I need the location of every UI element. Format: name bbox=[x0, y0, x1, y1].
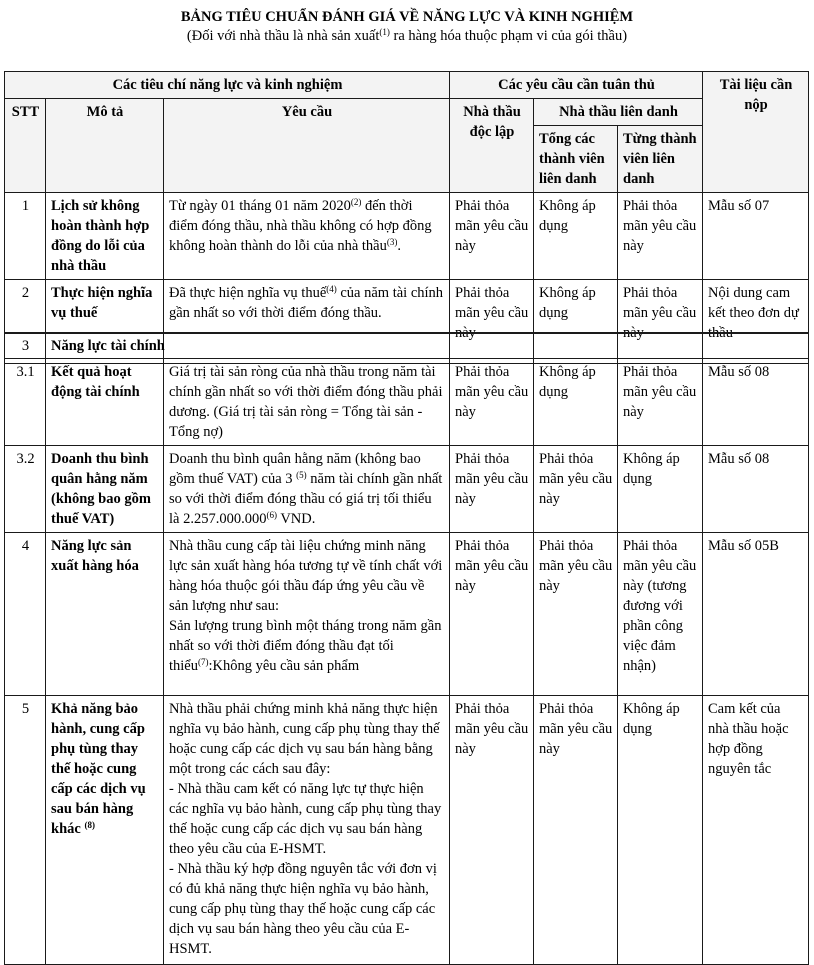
table-row-4 bbox=[5, 533, 809, 696]
req-text: :Không yêu cầu sản phẩm bbox=[208, 658, 360, 674]
row-description: Lịch sử không hoàn thành hợp đồng do lỗi của nhà thầu bbox=[46, 193, 164, 280]
section-title: Năng lực tài chính bbox=[46, 333, 809, 359]
criteria-table-part-2 bbox=[4, 332, 809, 965]
header-criteria-group: Các tiêu chí năng lực và kinh nghiệm bbox=[5, 72, 450, 99]
row-jv-all: Phải thỏa mãn yêu cầu này bbox=[534, 533, 618, 696]
row-documents: Cam kết của nhà thầu hoặc hợp đồng nguyên tắc bbox=[703, 696, 809, 965]
subtitle-text-end: ra hàng hóa thuộc phạm vi của gói thầu) bbox=[389, 28, 628, 44]
header-joint-venture: Nhà thầu liên danh bbox=[534, 99, 703, 126]
row-documents: Mẫu số 08 bbox=[703, 446, 809, 533]
table-row-1 bbox=[5, 193, 809, 280]
row-stt: 2 bbox=[5, 280, 46, 364]
footnote-ref: (6) bbox=[266, 510, 277, 520]
header-description: Mô tả bbox=[46, 99, 164, 193]
row-independent: Phải thỏa mãn yêu cầu này bbox=[450, 696, 534, 965]
row-requirement: Nhà thầu phải chứng minh khả năng thực hiện nghĩa vụ bảo hành, cung cấp phụ tùng thay thế hoặc cung cấp các dịch vụ sau bán hàng bằng một trong các cách sau đây: - Nhà thầu cam kết có năng lực tự thực hiện các nghĩa vụ bảo hành, cung cấp phụ tùng thay thế hoặc cung cấp các dịch vụ sau bán hàng theo yêu cầu của E-HSMT. - Nhà thầu ký hợp đồng nguyên tắc với đơn vị có đủ khả năng thực hiện nghĩa vụ bảo hành, cung cấp phụ tùng thay thế hoặc cung cấp các dịch vụ sau bán hàng theo yêu cầu của E-HSMT. bbox=[164, 696, 450, 965]
table-row-5 bbox=[5, 696, 809, 965]
footnote-ref: (2) bbox=[350, 197, 362, 207]
row-description: Kết quả hoạt động tài chính bbox=[46, 359, 164, 446]
row-jv-each: Không áp dụng bbox=[618, 446, 703, 533]
section-row-financial bbox=[5, 333, 809, 359]
row-jv-all: Không áp dụng bbox=[534, 193, 618, 280]
header-row-2 bbox=[5, 99, 809, 126]
row-stt: 3 bbox=[5, 333, 46, 359]
row-requirement bbox=[164, 533, 450, 696]
header-requirement: Yêu cầu bbox=[164, 99, 450, 193]
req-text: Doanh thu bình quân hằng năm (không bao gồm thuế VAT) của 3 bbox=[169, 451, 421, 487]
row-stt: 4 bbox=[5, 533, 46, 696]
row-requirement bbox=[164, 193, 450, 280]
description-text: Khả năng bảo hành, cung cấp phụ tùng thay thế hoặc cung cấp các dịch vụ sau bán hàng khác bbox=[51, 701, 146, 837]
table-part-1-clip bbox=[0, 0, 814, 341]
row-stt: 5 bbox=[5, 696, 46, 965]
row-jv-each: Phải thỏa mãn yêu cầu này bbox=[618, 359, 703, 446]
row-description bbox=[46, 696, 164, 965]
row-jv-each: Phải thỏa mãn yêu cầu này (tương đương với phần công việc đảm nhận) bbox=[618, 533, 703, 696]
row-jv-all: Không áp dụng bbox=[534, 280, 618, 364]
header-documents: Tài liệu cần nộp bbox=[703, 72, 809, 193]
footnote-ref: (7) bbox=[198, 657, 209, 667]
document-title: BẢNG TIÊU CHUẨN ĐÁNH GIÁ VỀ NĂNG LỰC VÀ KINH NGHIỆM bbox=[180, 9, 634, 25]
req-text: của năm tài chính gần nhất so với thời điểm đóng thầu. bbox=[169, 285, 444, 321]
subtitle-text: (Đối với nhà thầu là nhà sản xuất bbox=[186, 28, 380, 44]
row-jv-all: Không áp dụng bbox=[534, 359, 618, 446]
req-text: . bbox=[397, 238, 401, 254]
table-row-3-2 bbox=[5, 446, 809, 533]
row-description: Thực hiện nghĩa vụ thuế bbox=[46, 280, 164, 364]
criteria-table-part-1 bbox=[4, 71, 809, 364]
row-independent: Phải thỏa mãn yêu cầu này bbox=[450, 533, 534, 696]
row-documents: Nội dung cam kết theo đơn dự thầu bbox=[703, 280, 809, 364]
footnote-ref: (8) bbox=[84, 820, 95, 830]
req-text: đến thời điểm đóng thầu, nhà thầu không có hợp đồng không hoàn thành do lỗi của nhà thầu bbox=[169, 198, 432, 254]
req-text: năm tài chính gần nhất so với thời điểm đóng thầu có giá trị tối thiểu là 2.257.000.000 bbox=[169, 471, 443, 527]
footnote-ref: (5) bbox=[296, 470, 307, 480]
row-independent: Phải thỏa mãn yêu cầu này bbox=[450, 359, 534, 446]
row-documents: Mẫu số 07 bbox=[703, 193, 809, 280]
table-row-3-1 bbox=[5, 359, 809, 446]
header-stt: STT bbox=[5, 99, 46, 193]
row-independent: Phải thỏa mãn yêu cầu này bbox=[450, 446, 534, 533]
row-independent: Phải thỏa mãn yêu cầu này bbox=[450, 193, 534, 280]
footnote-ref: (1) bbox=[379, 27, 390, 37]
header-row-1 bbox=[5, 72, 809, 99]
header-jv-all: Tổng các thành viên liên danh bbox=[534, 126, 618, 193]
row-stt: 3.1 bbox=[5, 359, 46, 446]
header-requirements-group: Các yêu cầu cần tuân thủ bbox=[450, 72, 703, 99]
footnote-ref: (3) bbox=[386, 237, 398, 247]
row-jv-each: Phải thỏa mãn yêu cầu này bbox=[618, 280, 703, 364]
row-requirement bbox=[164, 446, 450, 533]
row-stt: 3.2 bbox=[5, 446, 46, 533]
req-text: Từ ngày 01 tháng 01 năm 2020 bbox=[169, 198, 351, 214]
row-description: Năng lực sản xuất hàng hóa bbox=[46, 533, 164, 696]
row-independent: Phải thỏa mãn yêu cầu này bbox=[450, 280, 534, 364]
footnote-ref: (4) bbox=[326, 284, 337, 294]
row-stt: 1 bbox=[5, 193, 46, 280]
row-jv-all: Phải thỏa mãn yêu cầu này bbox=[534, 446, 618, 533]
header-independent: Nhà thầu độc lập bbox=[450, 99, 534, 193]
req-text: Đã thực hiện nghĩa vụ thuế bbox=[169, 285, 327, 301]
row-description: Doanh thu bình quân hằng năm (không bao gồm thuế VAT) bbox=[46, 446, 164, 533]
header-jv-each: Từng thành viên liên danh bbox=[618, 126, 703, 193]
row-documents: Mẫu số 08 bbox=[703, 359, 809, 446]
row-jv-all: Phải thỏa mãn yêu cầu này bbox=[534, 696, 618, 965]
req-text: VND. bbox=[276, 511, 316, 527]
req-text: Nhà thầu cung cấp tài liệu chứng minh năng lực sản xuất hàng hóa tương tự về tính chất với hàng hóa thuộc gói thầu đáp ứng yêu cầu về sản lượng như sau: Sản lượng trung bình một tháng trong năm gần nhất so với thời điểm đóng thầu đạt tối thiểu bbox=[169, 538, 443, 674]
row-documents: Mẫu số 05B bbox=[703, 533, 809, 696]
row-requirement: Giá trị tài sản ròng của nhà thầu trong năm tài chính gần nhất so với thời điểm đóng thầu phải dương. (Giá trị tài sản ròng = Tổng tài sản - Tổng nợ) bbox=[164, 359, 450, 446]
row-jv-each: Phải thỏa mãn yêu cầu này bbox=[618, 193, 703, 280]
row-jv-each: Không áp dụng bbox=[618, 696, 703, 965]
